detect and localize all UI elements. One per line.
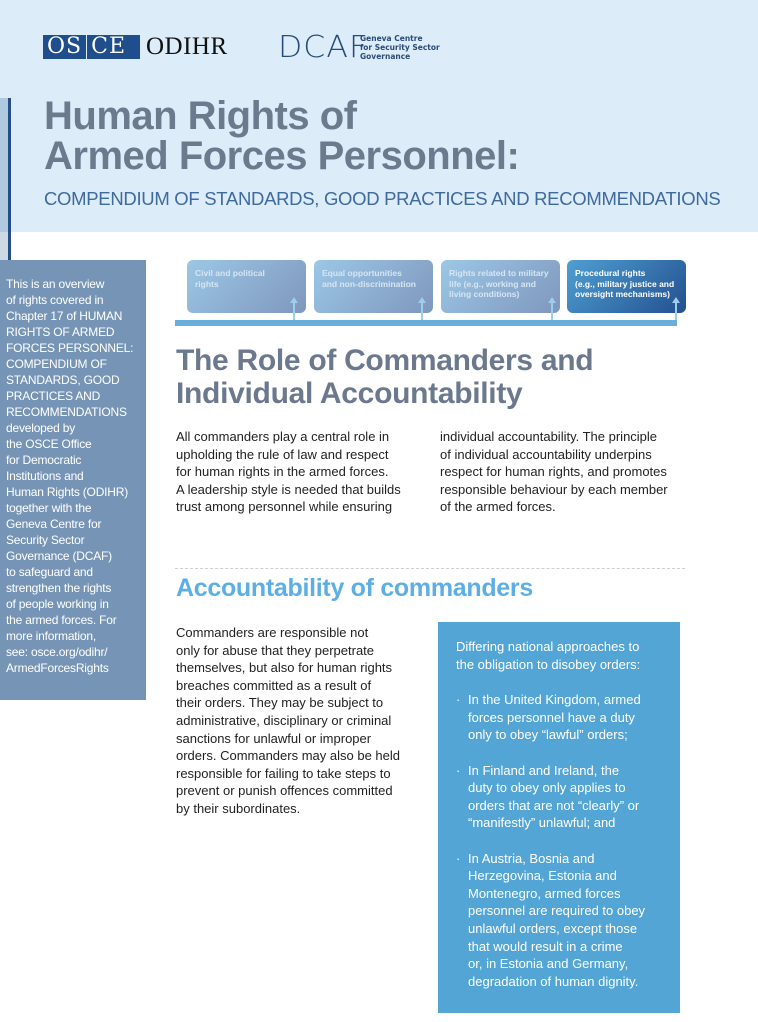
sidebar-text-line: RIGHTS OF ARMED (6, 325, 115, 339)
page-title (44, 96, 519, 176)
page-subtitle: COMPENDIUM OF STANDARDS, GOOD PRACTICES AND RECOMMENDATIONS (44, 188, 721, 209)
text-line: breaches committed as a result of (176, 677, 372, 693)
timeline-bar (175, 320, 677, 326)
text-line: only to obey “lawful” orders; (468, 727, 628, 743)
callout-list-item (456, 850, 668, 991)
text-line: orders that are not “clearly” or (468, 797, 640, 813)
sidebar-text-line: of rights covered in (6, 293, 104, 307)
sidebar-text-line: Security Sector (6, 533, 85, 547)
dcaf-logo-subtitle (360, 34, 440, 61)
sidebar-text-line: FORCES PERSONNEL: (6, 341, 134, 355)
section-title-line: The Role of Commanders and (176, 344, 594, 377)
tab-label-line: Civil and political (195, 268, 265, 278)
dcaf-subtitle-line: Governance (360, 52, 411, 61)
timeline-connector (293, 302, 295, 320)
sidebar-text-line: Geneva Centre for (6, 517, 102, 531)
bullet-icon: · (456, 762, 461, 778)
tab-military-life-rights[interactable] (441, 260, 560, 313)
odihr-logo-text: ODIHR (146, 33, 228, 60)
bullet-icon: · (456, 692, 461, 708)
timeline-connector (551, 302, 553, 320)
sidebar-text-line: Governance (DCAF) (6, 549, 112, 563)
text-line: administrative, disciplinary or criminal (176, 712, 392, 728)
text-line: responsible for failing to take steps to (176, 765, 391, 781)
text-line: A leadership style is needed that builds (176, 481, 401, 497)
sidebar-text-line: for Democratic (6, 453, 82, 467)
sidebar-text-line: Human Rights (ODIHR) (6, 485, 129, 499)
text-line: trust among personnel while ensuring (176, 499, 393, 515)
callout-box (438, 622, 680, 1013)
subsection-body (176, 624, 421, 818)
text-line: “manifestly” unlawful; and (468, 815, 616, 831)
osce-logo (43, 35, 140, 59)
callout-intro (456, 638, 668, 673)
text-line: degradation of human dignity. (468, 973, 639, 989)
text-line: respect for human rights, and promotes (440, 464, 667, 480)
text-line: the obligation to disobey orders: (456, 656, 641, 672)
callout-list (456, 691, 668, 990)
tab-label-line: Equal opportunities (322, 268, 402, 278)
text-line: Commanders are responsible not (176, 625, 369, 640)
section-divider (175, 568, 685, 569)
text-line: their orders. They may be subject to (176, 695, 384, 711)
text-line: prevent or punish offences committed (176, 783, 393, 799)
timeline-connector (421, 302, 423, 320)
sidebar-text-line: to safeguard and (6, 565, 93, 579)
text-line: individual accountability. The principle (440, 429, 658, 444)
text-line: Herzegovina, Estonia and (468, 868, 617, 884)
sidebar-text-line: of people working in (6, 597, 109, 611)
sidebar-text-line: together with the (6, 501, 92, 515)
text-line: In Finland and Ireland, the (468, 762, 620, 778)
text-line: of individual accountability underpins (440, 446, 652, 462)
text-line: themselves, but also for human rights (176, 660, 393, 676)
page-title-line: Armed Forces Personnel: (44, 134, 520, 178)
sidebar-text-line: more information, (6, 629, 96, 643)
text-line: forces personnel have a duty (468, 709, 635, 725)
sidebar-text-line: RECOMMENDATIONS (6, 405, 127, 419)
subsection-title: Accountability of commanders (176, 574, 533, 602)
dcaf-subtitle-line: for Security Sector (360, 43, 440, 52)
tab-label-line: oversight mechanisms) (575, 289, 670, 299)
sidebar-text-line: Institutions and (6, 469, 84, 483)
callout-list-item (456, 691, 668, 744)
text-line: upholding the rule of law and respect (176, 446, 389, 462)
tab-label-line: and non-discrimination (322, 278, 416, 289)
text-line: Montenegro, armed forces (468, 885, 621, 901)
tab-civil-political-rights[interactable] (187, 260, 306, 313)
text-line: that would result in a crime (468, 938, 623, 954)
dcaf-subtitle-line: Geneva Centre (360, 34, 423, 43)
sidebar-text-line: ArmedForcesRights (6, 661, 109, 675)
text-line: responsible behaviour by each member (440, 481, 668, 497)
tab-label-line: rights (195, 278, 219, 289)
sidebar-text-line: Chapter 17 of HUMAN (6, 309, 123, 323)
text-line: unlawful orders, except those (468, 920, 638, 936)
left-accent-line (8, 98, 11, 260)
arrow-up-icon (290, 297, 298, 303)
callout-list-item (456, 762, 668, 832)
sidebar-text-line: This is an overview (6, 277, 105, 291)
text-line: sanctions for unlawful or improper (176, 730, 372, 746)
text-line: for human rights in the armed forces. (176, 464, 389, 480)
sidebar-overview-text (6, 276, 146, 676)
sidebar-text-line: the OSCE Office (6, 437, 92, 451)
tab-procedural-rights[interactable] (567, 260, 686, 313)
tab-label-line: living conditions) (449, 289, 520, 299)
osce-logo-part: CE (91, 34, 127, 59)
intro-paragraph-left (176, 428, 426, 516)
text-line: In the United Kingdom, armed (468, 692, 641, 708)
text-line: duty to obey only applies to (468, 780, 626, 796)
dcaf-logo: DCAF (278, 30, 369, 65)
text-line: Differing national approaches to (456, 639, 640, 654)
sidebar-text-line: strengthen the rights (6, 581, 112, 595)
sidebar-overview-panel (0, 260, 146, 700)
left-accent-strip (0, 98, 8, 232)
sidebar-text-line: see: osce.org/odihr/ (6, 645, 108, 659)
sidebar-text-line: PRACTICES AND (6, 389, 101, 403)
bullet-icon: · (456, 850, 461, 866)
left-accent-strip-lower (0, 232, 8, 260)
arrow-up-icon (548, 297, 556, 303)
arrow-up-icon (418, 297, 426, 303)
tab-label-line: Rights related to military (449, 268, 549, 278)
text-line: All commanders play a central role in (176, 429, 390, 444)
text-line: by their subordinates. (176, 800, 301, 816)
arrow-up-icon (672, 297, 680, 303)
sidebar-text-line: the armed forces. For (6, 613, 117, 627)
sidebar-text-line: STANDARDS, GOOD (6, 373, 120, 387)
timeline-connector (675, 302, 677, 320)
text-line: orders. Commanders may also be held (176, 748, 400, 764)
text-line: In Austria, Bosnia and (468, 850, 595, 866)
section-title (176, 344, 593, 410)
tab-label-line: Procedural rights (575, 268, 646, 278)
section-title-line: Individual Accountability (176, 377, 523, 410)
text-line: of the armed forces. (440, 499, 556, 515)
osce-logo-part: OS (47, 34, 83, 59)
sidebar-text-line: COMPENDIUM OF (6, 357, 107, 371)
text-line: personnel are required to obey (468, 903, 646, 919)
sidebar-text-line: developed by (6, 421, 75, 435)
tab-label-line: life (e.g., working and (449, 278, 536, 289)
tab-equal-opportunities[interactable] (314, 260, 433, 313)
tab-label-line: (e.g., military justice and (575, 278, 675, 289)
page-title-line: Human Rights of (44, 94, 357, 138)
intro-paragraph-right (440, 428, 690, 516)
text-line: only for abuse that they perpetrate (176, 642, 375, 658)
text-line: or, in Estonia and Germany, (468, 956, 629, 972)
